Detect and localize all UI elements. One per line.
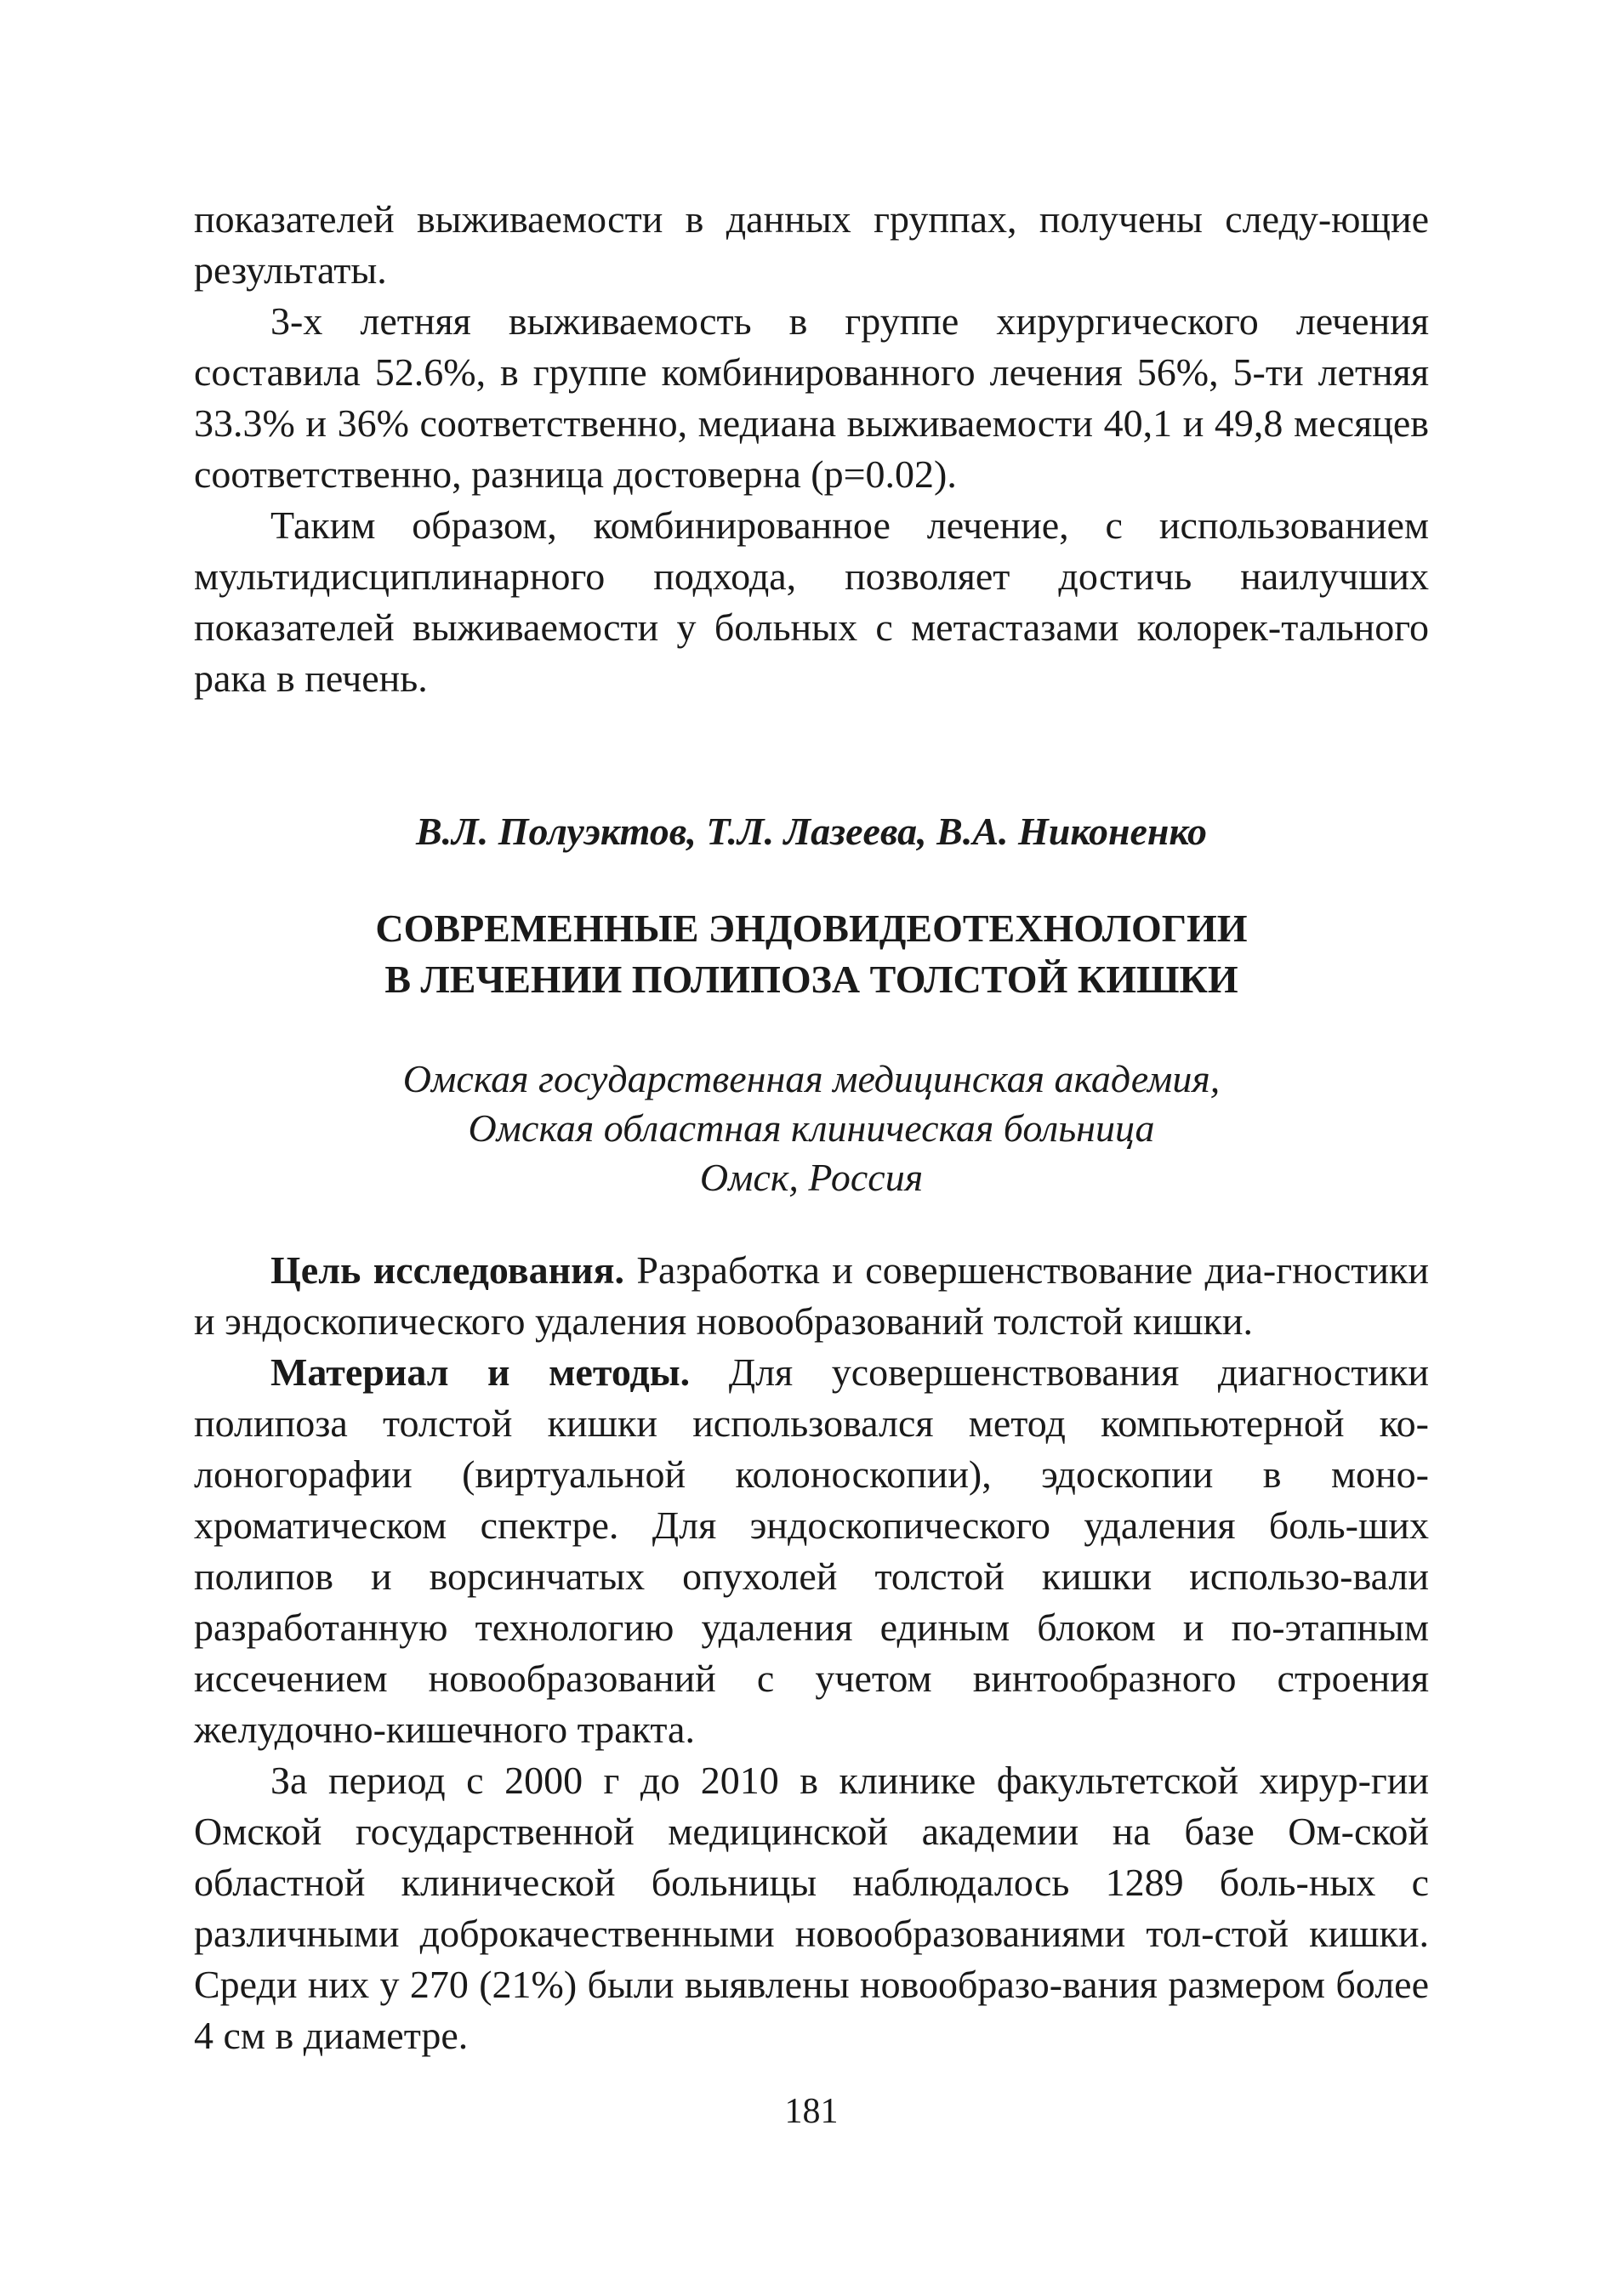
methods-lead: Материал и методы.: [270, 1350, 691, 1394]
methods-paragraph: [194, 1347, 1429, 1755]
article-title: [194, 903, 1429, 1005]
affiliation-line-1: Омская государственная медицинская академия,: [402, 1057, 1221, 1100]
article-body: [194, 1245, 1429, 2061]
article-affiliation: [194, 1054, 1429, 1202]
aim-lead: Цель исследования.: [270, 1248, 625, 1292]
article-authors: В.Л. Полуэктов, Т.Л. Лазеева, В.А. Никоненко: [416, 810, 1207, 853]
document-page: [194, 194, 1429, 2184]
affiliation-line-2: Омская областная клиническая больница: [468, 1106, 1155, 1150]
aim-paragraph: [194, 1245, 1429, 1347]
intro-section: [194, 194, 1429, 704]
intro-paragraph-1: показателей выживаемости в данных группах, получены следу-ющие результаты.: [194, 197, 1429, 292]
aim-text: Разработка и совершенствование диа-гностики и эндоскопического удаления новообразований толстой кишки.: [194, 1248, 1429, 1343]
period-paragraph: За период с 2000 г до 2010 в клинике факультетской хирур-гии Омской государственной медицинской академии на базе Ом-ской областной клинической больницы наблюдалось 1289 боль-ных с различными доброкачественными новообразованиями тол-стой кишки. Среди них у 270 (21%) были выявлены новообразо-вания размером более 4 см в диаметре.: [194, 1759, 1429, 2057]
article-title-line-1: СОВРЕМЕННЫЕ ЭНДОВИДЕОТЕХНОЛОГИИ: [375, 906, 1248, 950]
intro-paragraph-3: Таким образом, комбинированное лечение, с использованием мультидисциплинарного подхода, позволяет достичь наилучших показателей выживаемости у больных с метастазами колорек-тального рака в печень.: [194, 503, 1429, 700]
article-title-line-2: В ЛЕЧЕНИИ ПОЛИПОЗА ТОЛСТОЙ КИШКИ: [384, 958, 1238, 1001]
methods-text: Для усовершенствования диагностики полипоза толстой кишки использовался метод компьютерной ко-лоногорафии (виртуальной колоноскопии), эдоскопии в моно-хроматическом спектре. Для эндоскопического удаления боль-ших полипов и ворсинчатых опухолей толстой кишки использо-вали разработанную технологию удаления единым блоком и по-этапным иссечением новообразований с учетом винтообразного строения желудочно-кишечного тракта.: [194, 1350, 1430, 1751]
affiliation-line-3: Омск, Россия: [699, 1156, 924, 1199]
intro-paragraph-2: 3-х летняя выживаемость в группе хирургического лечения составила 52.6%, в группе комбинированного лечения 56%, 5-ти летняя 33.3% и 36% соответственно, медиана выживаемости 40,1 и 49,8 месяцев соответственно, разница достоверна (р=0.02).: [194, 299, 1429, 496]
page-number: 181: [784, 2092, 839, 2131]
